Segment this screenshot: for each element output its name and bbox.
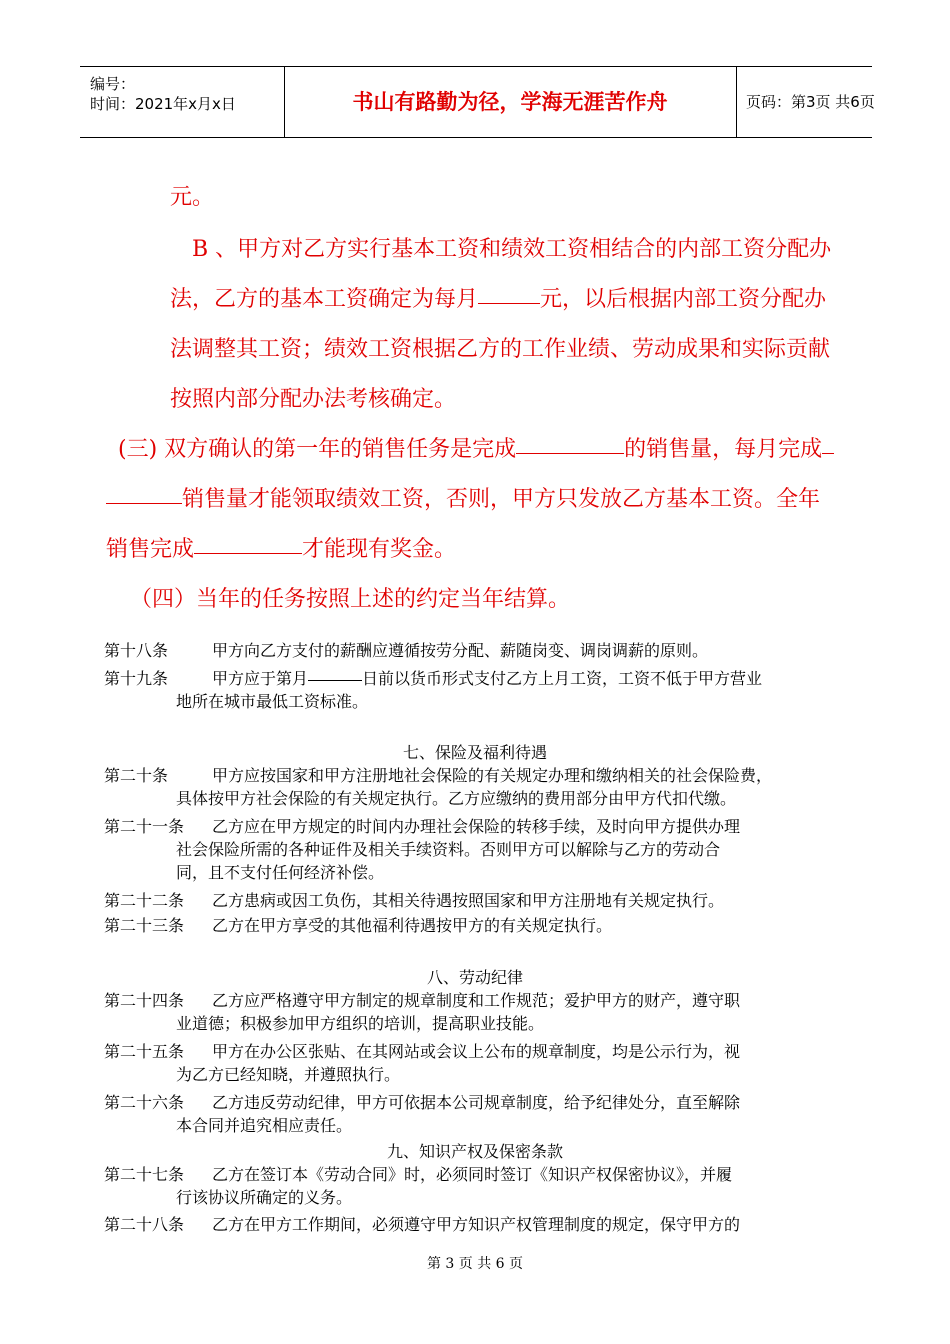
article-27	[104, 1163, 854, 1209]
article-28	[104, 1213, 854, 1236]
article-26	[104, 1091, 854, 1137]
article-text: 本合同并追究相应责任。	[176, 1116, 353, 1135]
header-motto: 书山有路勤为径，学海无涯苦作舟	[352, 90, 668, 114]
red-line-c2	[106, 482, 820, 513]
article-text: 地所在城市最低工资标准。	[176, 692, 369, 711]
red-line-b1: B 、甲方对乙方实行基本工资和绩效工资相结合的内部工资分配办	[192, 237, 832, 262]
fill-blank	[478, 302, 540, 304]
article-22	[104, 889, 854, 912]
article-19	[104, 667, 854, 713]
article-label: 第二十四条	[104, 991, 185, 1010]
number-label: 编号：	[90, 75, 136, 93]
article-label: 第二十三条	[104, 916, 185, 935]
article-text-part: 甲方应于第月	[212, 669, 309, 688]
article-text: 乙方患病或因工负伤，其相关待遇按照国家和甲方注册地有关规定执行。	[212, 891, 725, 910]
red-text: 销售完成	[106, 537, 195, 562]
article-18	[104, 639, 854, 662]
section-heading-8: 八、劳动纪律	[426, 968, 523, 987]
article-text: 为乙方已经知晓，并遵照执行。	[176, 1065, 401, 1084]
red-line-c3	[106, 532, 456, 563]
red-text: 的销售量，每月完成	[624, 437, 823, 462]
red-line-b4: 按照内部分配办法考核确定。	[170, 387, 457, 412]
article-text: 甲方在办公区张贴、在其网站或会议上公布的规章制度，均是公示行为，视	[212, 1042, 741, 1061]
article-label: 第二十一条	[104, 817, 185, 836]
article-label: 第二十六条	[104, 1093, 185, 1112]
header-page-info: 页码：第3页 共6页	[746, 93, 875, 111]
red-line-c1	[118, 432, 834, 463]
fill-blank	[822, 452, 834, 454]
header-divider	[736, 67, 737, 137]
article-24	[104, 989, 854, 1035]
red-line-yuan: 元。	[170, 185, 215, 210]
article-text: 具体按甲方社会保险的有关规定执行。乙方应缴纳的费用部分由甲方代扣代缴。	[176, 789, 737, 808]
red-line-b3: 法调整其工资；绩效工资根据乙方的工作业绩、劳动成果和实际贡献	[170, 337, 831, 362]
article-25	[104, 1040, 854, 1086]
article-text: 同，且不支付任何经济补偿。	[176, 863, 385, 882]
red-text: 元，以后根据内部工资分配办	[540, 287, 827, 312]
red-line-b2	[170, 282, 826, 313]
article-21	[104, 815, 854, 884]
article-label: 第十八条	[104, 641, 169, 660]
red-text: (三) 双方确认的第一年的销售任务是完成	[118, 437, 517, 462]
header-meta	[80, 67, 284, 137]
section-heading-9: 九、知识产权及保密条款	[386, 1142, 563, 1161]
article-label: 第二十条	[104, 766, 169, 785]
page-footer: 第 3 页 共 6 页	[426, 1256, 524, 1272]
article-text	[212, 667, 854, 690]
fill-blank	[308, 679, 362, 681]
red-line-d: （四）当年的任务按照上述的约定当年结算。	[130, 587, 571, 612]
fill-blank	[106, 502, 182, 504]
article-text: 社会保险所需的各种证件及相关手续资料。否则甲方可以解除与乙方的劳动合	[176, 840, 721, 859]
article-label: 第二十八条	[104, 1215, 185, 1234]
red-text: 才能现有奖金。	[302, 537, 457, 562]
article-text: 乙方应严格遵守甲方制定的规章制度和工作规范；爱护甲方的财产，遵守职	[212, 991, 741, 1010]
article-label: 第二十二条	[104, 891, 185, 910]
article-text-part: 日前以货币形式支付乙方上月工资，工资不低于甲方营业	[362, 669, 763, 688]
article-text: 甲方应按国家和甲方注册地社会保险的有关规定办理和缴纳相关的社会保险费，	[212, 766, 773, 785]
article-label: 第十九条	[104, 669, 169, 688]
article-label: 第二十五条	[104, 1042, 185, 1061]
red-text: 销售量才能领取绩效工资，否则，甲方只发放乙方基本工资。全年	[182, 487, 821, 512]
time-label: 时间：2021年x月x日	[90, 95, 236, 113]
article-text: 乙方应在甲方规定的时间内办理社会保险的转移手续，及时向甲方提供办理	[212, 817, 741, 836]
article-text: 行该协议所确定的义务。	[176, 1188, 353, 1207]
fill-blank	[516, 452, 624, 454]
article-23	[104, 914, 854, 937]
article-text: 乙方在甲方工作期间，必须遵守甲方知识产权管理制度的规定，保守甲方的	[212, 1215, 741, 1234]
article-text: 乙方在签订本《劳动合同》时，必须同时签订《知识产权保密协议》，并履	[212, 1165, 733, 1184]
page-header	[80, 66, 875, 138]
article-text: 甲方向乙方支付的薪酬应遵循按劳分配、薪随岗变、调岗调薪的原则。	[212, 641, 709, 660]
fill-blank	[194, 552, 302, 554]
article-text: 乙方违反劳动纪律，甲方可依据本公司规章制度，给予纪律处分，直至解除	[212, 1093, 741, 1112]
article-text: 业道德；积极参加甲方组织的培训，提高职业技能。	[176, 1014, 545, 1033]
article-label: 第二十七条	[104, 1165, 185, 1184]
article-text: 乙方在甲方享受的其他福利待遇按甲方的有关规定执行。	[212, 916, 613, 935]
section-heading-7: 七、保险及福利待遇	[402, 743, 547, 762]
red-text: 法，乙方的基本工资确定为每月	[170, 287, 479, 312]
article-20	[104, 764, 854, 810]
